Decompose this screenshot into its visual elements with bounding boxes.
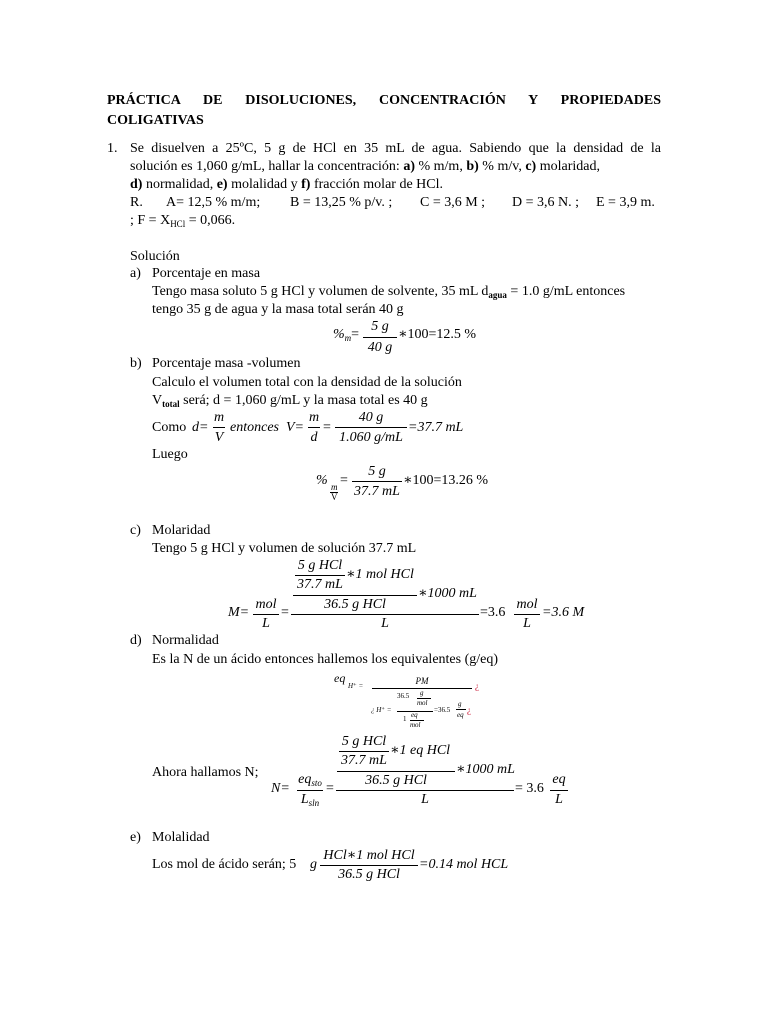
eq-c-mult1000: ∗1000 mL: [418, 586, 477, 601]
eq-b2-sub-m: m: [331, 482, 338, 492]
section-d-ahora: Ahora hallamos N;: [152, 765, 259, 780]
problem-line-1: Se disuelven a 25ºC, 5 g de HCl en 35 mL de agua. Sabiendo que la densidad de la: [130, 141, 661, 156]
eq-e-res: =0.14 mol HCL: [419, 857, 509, 872]
eq-d-err1: ¿: [475, 681, 479, 691]
eq-c-inner-den: 37.7 mL: [297, 577, 343, 592]
eq-e-num: HCl∗1 mol HCl: [323, 848, 415, 863]
eq-d-g2-bar: [456, 709, 466, 710]
eq-b-d2: d: [310, 430, 318, 445]
eq-d-h-label: ¿ H⁺ =: [371, 706, 392, 714]
eq-b-V: V=: [286, 420, 304, 435]
eq-d-eq-sign: =: [326, 781, 334, 796]
eq-d-mid-den: 36.5 g HCl: [365, 773, 427, 788]
answer-d: D = 3,6 N. ;: [512, 195, 580, 210]
eq-b-como: Como: [152, 420, 187, 435]
section-e-marker: e): [130, 830, 141, 845]
eq-b-bar1: [213, 427, 225, 428]
eq-c-mid-den: 36.5 g HCl: [324, 597, 386, 612]
eq-b2-sub-v: V: [331, 492, 338, 502]
section-d-marker: d): [130, 633, 142, 648]
section-b-title: Porcentaje masa -volumen: [152, 356, 301, 371]
eq-b2-eq: =: [340, 473, 348, 488]
eq-b-bar3: [335, 427, 407, 428]
section-c-marker: c): [130, 523, 141, 538]
eq-d-big-bar: [336, 790, 514, 791]
eq-d-mols: mol: [410, 721, 421, 729]
eq-d-one: 1: [403, 715, 407, 723]
title-line-1: PRÁCTICA DE DISOLUCIONES, CONCENTRACIÓN Y PROPIEDADES: [107, 93, 661, 108]
eq-b-eq: =: [323, 420, 331, 435]
eq-d-eq2: eq: [457, 711, 464, 719]
eq-e-g: g: [310, 857, 317, 872]
eq-d-mol1: mol: [417, 699, 428, 707]
answer-f: ; $F = X_{HCl} = 0,066$.: [130, 213, 236, 229]
eq-c-mol2: mol: [516, 597, 538, 612]
section-a-title: Porcentaje en masa: [152, 266, 261, 281]
eq-a-bar: [363, 337, 397, 338]
eq-d-g2: g: [458, 700, 462, 708]
eq-c-mol: mol: [255, 597, 277, 612]
eq-b-entonces: entonces: [230, 420, 279, 435]
eq-d-eq-top-sub: H⁺ =: [348, 682, 364, 690]
problem-number: 1.: [107, 141, 118, 156]
section-e-text-1: Los mol de ácido serán; 5: [152, 857, 297, 872]
eq-d-g1: g: [420, 689, 424, 697]
section-d-title: Normalidad: [152, 633, 219, 648]
section-c-title: Molaridad: [152, 523, 211, 538]
eq-b2-den: 37.7 mL: [354, 484, 400, 499]
problem-line-3: d) normalidad, e) molalidad y f) fracción molar de HCl.: [130, 177, 443, 192]
section-c-text-1: Tengo 5 g HCl y volumen de solución 37.7 mL: [152, 541, 417, 556]
eq-d-bar1: [297, 790, 323, 791]
eq-d-mid-bar2: [337, 771, 455, 772]
eq-b2-bar: [352, 481, 402, 482]
eq-d-eq-r: eq: [552, 772, 566, 787]
section-b-luego: Luego: [152, 447, 188, 462]
eq-b-V1: V: [214, 430, 224, 445]
eq-d-eqs: eq: [411, 711, 418, 719]
eq-b-bar2: [308, 427, 320, 428]
eq-c-res: =3.6: [480, 605, 506, 620]
answer-r: R.: [130, 195, 143, 210]
answer-c: C = 3,6 M ;: [420, 195, 486, 210]
answer-b: B = 13,25 % p/v. ;: [290, 195, 393, 210]
eq-c-res2: =3.6 M: [542, 605, 585, 620]
eq-c-big-den: L: [381, 616, 389, 631]
eq-d-err2: ¿: [467, 705, 471, 715]
eq-b2-pct: %: [316, 473, 328, 488]
eq-c-bar1: [253, 614, 279, 615]
title-line-2: COLIGATIVAS: [107, 113, 204, 128]
eq-c-big-bar: [291, 614, 479, 615]
eq-a-num: 5 g: [371, 319, 389, 334]
eq-d-N: N=: [271, 781, 290, 796]
eq-c-bar2: [514, 614, 540, 615]
eq-e-den: 36.5 g HCl: [338, 867, 400, 882]
eq-e-bar: [320, 865, 418, 866]
eq-d-inner-bar: [339, 751, 389, 752]
eq-b-den1060: 1.060 g/mL: [339, 430, 403, 445]
eq-d-big-den: L: [421, 792, 429, 807]
eq-c-mid-bar: [293, 595, 417, 596]
eq-d-bar2: [550, 790, 568, 791]
eq-d-mult1000: ∗1000 mL: [456, 762, 515, 777]
eq-d-pm: PM: [415, 676, 429, 686]
section-b-text-1: Calculo el volumen total con la densidad de la solución: [152, 375, 462, 390]
eq-b-m1: m: [213, 410, 225, 425]
eq-b-d: d=: [192, 420, 209, 435]
eq-b2-result: ∗100=13.26 %: [403, 473, 489, 488]
section-a-text-1: Tengo masa soluto 5 g HCl y volumen de solvente, 35 mL $d_{agua} = 1.0$ g/mL entonces: [152, 284, 626, 300]
eq-c-M: M=: [228, 605, 250, 620]
eq-a-lhs: $\%_m=$: [333, 327, 360, 343]
eq-d-eq-top: eq: [334, 671, 346, 685]
answer-e: E = 3,9 m.: [596, 195, 655, 210]
eq-d-inner-num: 5 g HCl: [341, 734, 387, 749]
solution-heading: Solución: [130, 249, 180, 264]
eq-b-m2: m: [308, 410, 320, 425]
eq-a-rest: ∗100=12.5 %: [398, 327, 477, 342]
section-b-marker: b): [130, 356, 142, 371]
eq-d-Lsln: $L_{sln}$: [300, 792, 320, 808]
eq-c-L: L: [262, 616, 270, 631]
eq-c-inner-mult: ∗1 mol HCl: [346, 567, 414, 582]
eq-d-inner-den: 37.7 mL: [341, 753, 387, 768]
eq-c-eq: =: [281, 605, 289, 620]
section-a-marker: a): [130, 266, 141, 281]
problem-line-2: solución es 1,060 g/mL, hallar la concentración: a) % m/m, b) % m/v, c) molaridad,: [130, 159, 600, 174]
eq-c-L2: L: [523, 616, 531, 631]
section-b-text-2: $V_{total}$ será; d = 1,060 g/mL y la masa total es 40 g: [152, 393, 428, 409]
eq-c-inner-num: 5 g HCl: [297, 558, 343, 573]
section-a-text-2: tengo 35 g de agua y la masa total serán 40 g: [152, 302, 404, 317]
eq-a-den: 40 g: [367, 340, 393, 355]
eq-d-365: 36.5: [397, 692, 410, 700]
eq-b2-num: 5 g: [368, 464, 386, 479]
answer-a: A= 12,5 % m/m;: [166, 195, 261, 210]
section-d-text-1: Es la N de un ácido entonces hallemos los equivalentes (g/eq): [152, 652, 499, 667]
eq-d-L-r: L: [555, 792, 563, 807]
eq-b-num40: 40 g: [358, 410, 384, 425]
eq-d-eq365: =36.5: [434, 706, 451, 714]
eq-b-result: =37.7 mL: [408, 420, 464, 435]
eq-d-res: = 3.6: [515, 781, 544, 796]
eq-d-eqsto: $eq_{sto}$: [298, 772, 322, 788]
eq-c-inner-bar: [295, 575, 345, 576]
section-e-title: Molalidad: [152, 830, 210, 845]
eq-d-inner-mult: ∗1 eq HCl: [390, 743, 451, 758]
